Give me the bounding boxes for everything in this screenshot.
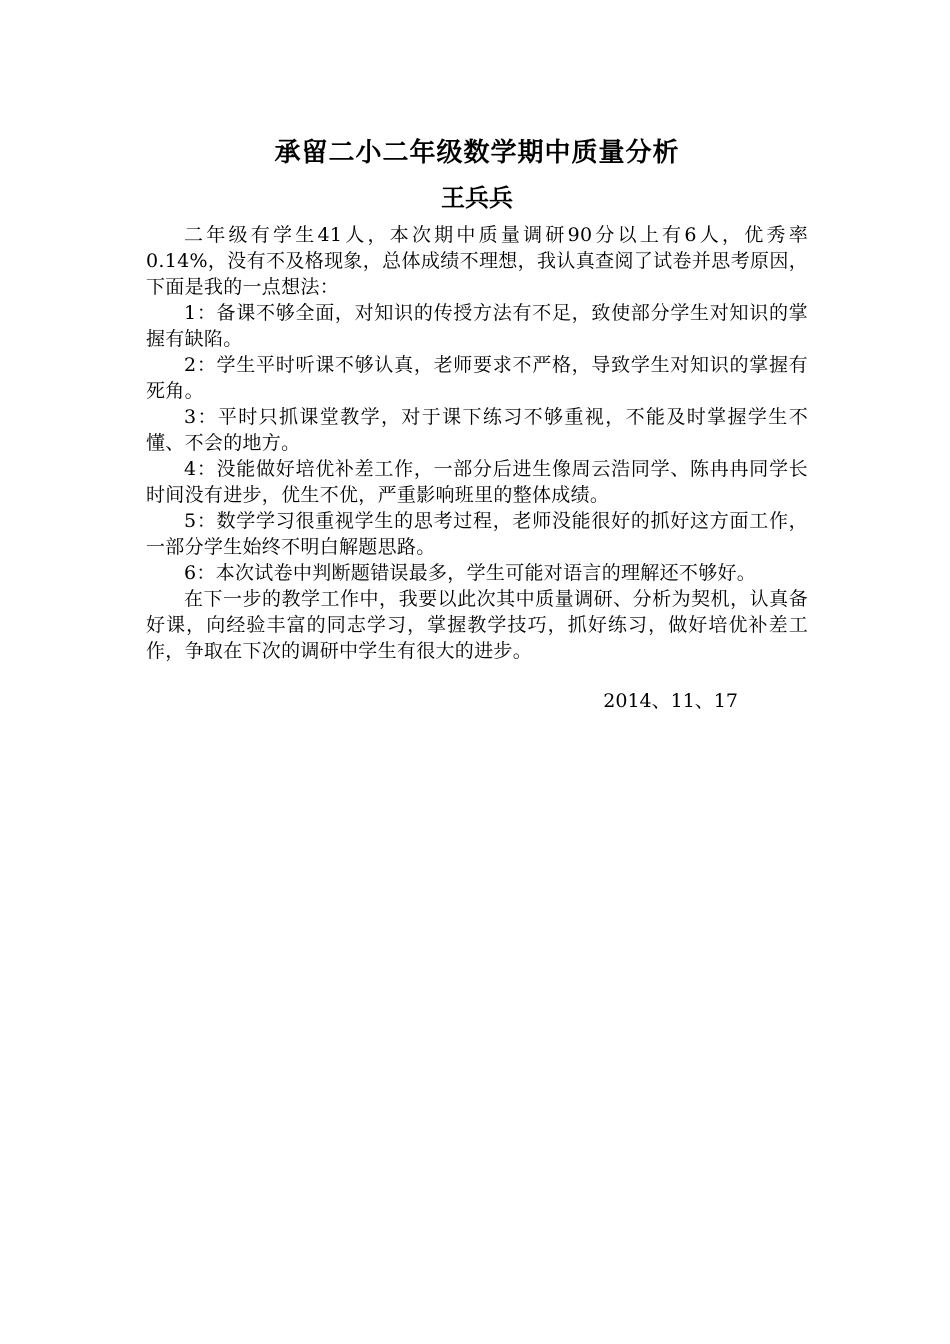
paragraph-point-1: 1：备课不够全面，对知识的传授方法有不足，致使部分学生对知识的掌握有缺陷。	[146, 302, 808, 350]
paragraph-point-4: 4：没能做好培优补差工作，一部分后进生像周云浩同学、陈冉冉同学长时间没有进步，优生不优，严重影响班里的整体成绩。	[146, 458, 808, 506]
paragraph-point-5: 5：数学学习很重视学生的思考过程，老师没能很好的抓好这方面工作，一部分学生始终不明白解题思路。	[146, 510, 808, 558]
paragraph-point-2: 2：学生平时听课不够认真，老师要求不严格，导致学生对知识的掌握有死角。	[146, 354, 808, 402]
paragraph-conclusion: 在下一步的教学工作中，我要以此次其中质量调研、分析为契机，认真备好课，向经验丰富的同志学习，掌握教学技巧，抓好练习，做好培优补差工作，争取在下次的调研中学生有很大的进步。	[146, 588, 808, 662]
document-author: 王兵兵	[441, 184, 513, 212]
document-page	[146, 130, 808, 714]
document-date: 2014、11、17	[603, 690, 738, 712]
paragraph-point-6: 6：本次试卷中判断题错误最多，学生可能对语言的理解还不够好。	[184, 562, 757, 584]
document-body	[146, 222, 808, 664]
paragraph-intro: 二年级有学生41人，本次期中质量调研90分以上有6人，优秀率0.14%，没有不及格现象，总体成绩不理想，我认真查阅了试卷并思考原因，下面是我的一点想法：	[146, 224, 808, 298]
paragraph-point-3: 3：平时只抓课堂教学，对于课下练习不够重视，不能及时掌握学生不懂、不会的地方。	[146, 406, 808, 454]
document-title: 承留二小二年级数学期中质量分析	[274, 138, 680, 168]
